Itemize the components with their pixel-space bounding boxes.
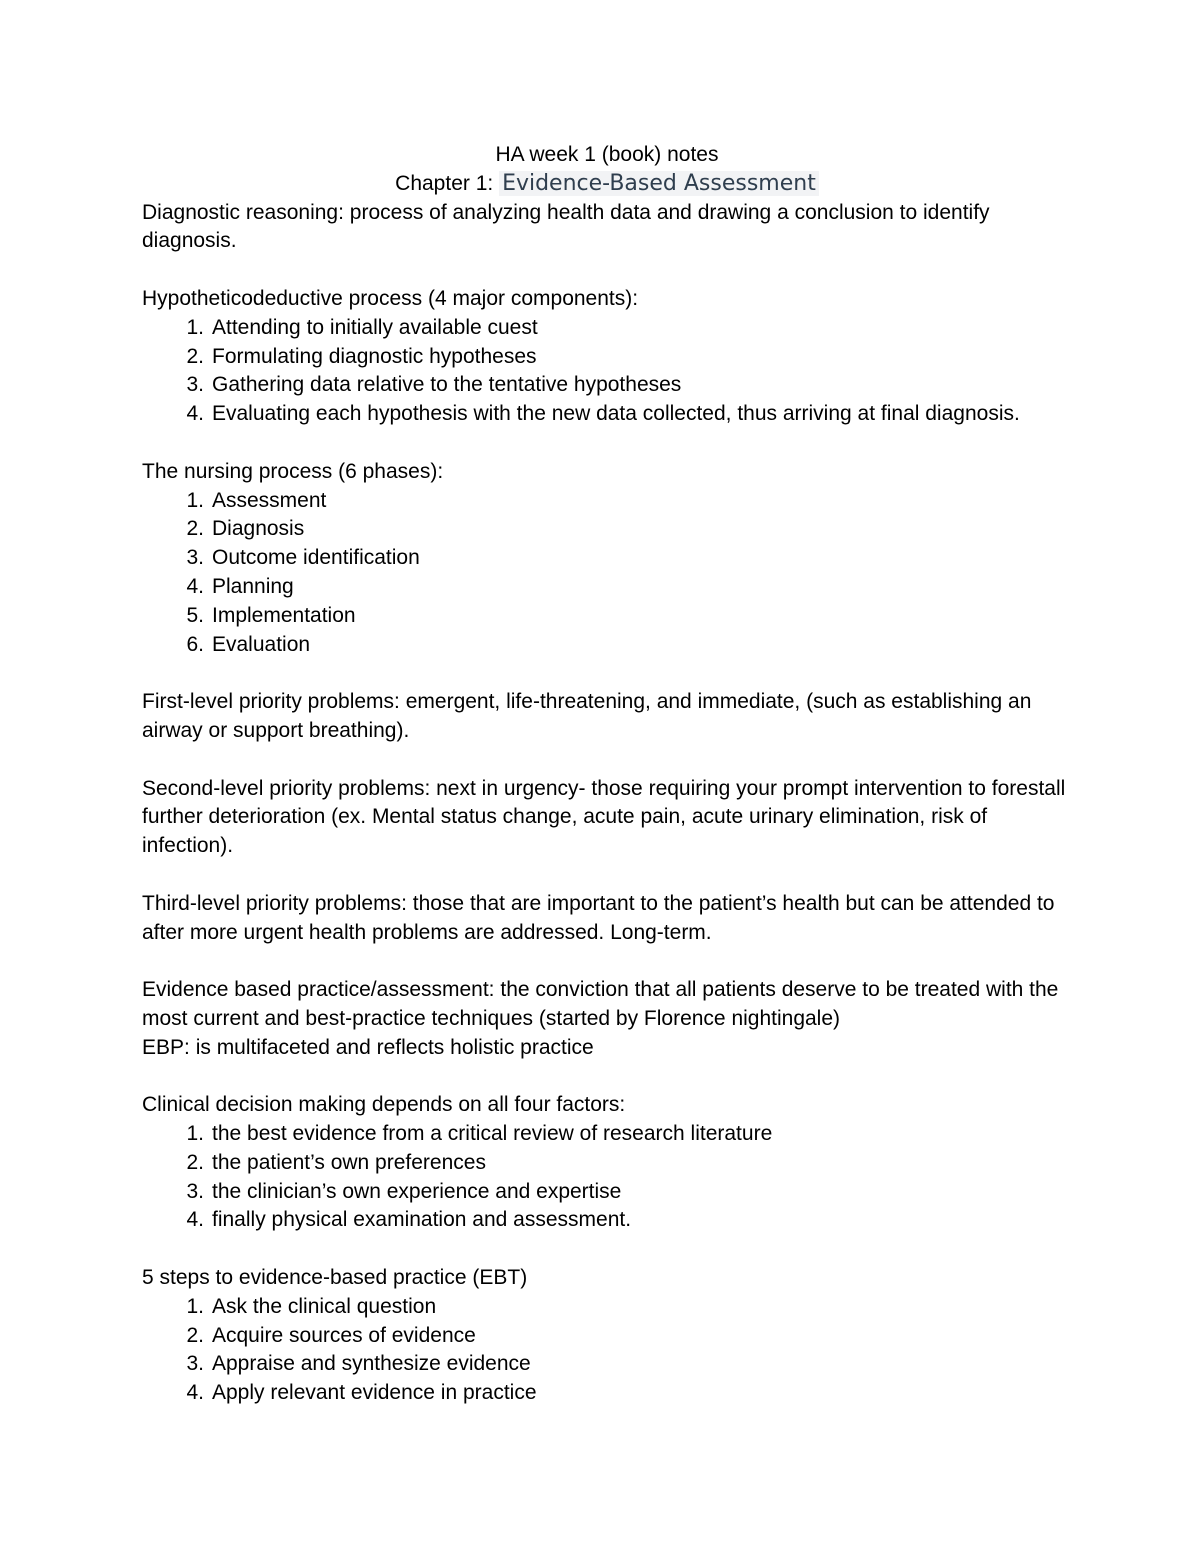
list-item-text: Planning (212, 574, 294, 598)
list-item (142, 1178, 1072, 1207)
list-item-text: Outcome identification (212, 546, 420, 570)
list-item (142, 1149, 1072, 1178)
chapter-name: Evidence-Based Assessment (499, 171, 819, 196)
list-number: 2. (186, 1150, 204, 1174)
list-number: 6. (186, 632, 204, 656)
list-number: 1. (186, 488, 204, 512)
list-item-text: Assessment (212, 488, 327, 512)
list-number: 4. (186, 1208, 204, 1232)
list-number: 2. (186, 344, 204, 368)
nursing-process-list (142, 487, 1072, 660)
list-item (142, 1379, 1072, 1408)
list-item (142, 544, 1072, 573)
ebp-definition-paragraph: Evidence based practice/assessment: the conviction that all patients deserve to be treated with the most current and best-practice techniques (started by Florence nightingale) (142, 978, 1059, 1030)
ebp-steps-heading: 5 steps to evidence-based practice (EBT) (142, 1266, 528, 1290)
list-item-text: Acquire sources of evidence (212, 1323, 476, 1347)
list-item (142, 1322, 1072, 1351)
list-item-text: Formulating diagnostic hypotheses (212, 344, 537, 368)
list-number: 4. (186, 402, 204, 426)
list-item (142, 314, 1072, 343)
clinical-decision-heading: Clinical decision making depends on all four factors: (142, 1093, 626, 1117)
chapter-prefix: Chapter 1: (395, 171, 494, 195)
list-item-text: Apply relevant evidence in practice (212, 1381, 537, 1405)
diagnostic-reasoning-paragraph: Diagnostic reasoning: process of analyzing health data and drawing a conclusion to identify diagnosis. (142, 200, 990, 253)
list-number: 1. (186, 1122, 204, 1146)
list-item-text: Diagnosis (212, 517, 305, 541)
list-number: 3. (186, 546, 204, 570)
list-item-text: the best evidence from a critical review of research literature (212, 1122, 773, 1146)
list-number: 3. (186, 373, 204, 397)
second-level-paragraph: Second-level priority problems: next in urgency- those requiring your prompt intervention to forestall further deterioration (ex. Mental status change, acute pain, acute urinary elimination, risk of infection). (142, 776, 1066, 858)
list-item-text: Appraise and synthesize evidence (212, 1352, 531, 1376)
list-item (142, 1206, 1072, 1235)
document-body (142, 141, 1072, 1408)
list-item-text: Ask the clinical question (212, 1294, 437, 1318)
hypothetico-heading: Hypotheticodeductive process (4 major components): (142, 286, 639, 310)
list-item (142, 1120, 1072, 1149)
list-number: 5. (186, 603, 204, 627)
list-number: 2. (186, 1323, 204, 1347)
list-item-text: Gathering data relative to the tentative hypotheses (212, 373, 682, 397)
nursing-process-heading: The nursing process (6 phases): (142, 459, 444, 483)
list-item-text: Implementation (212, 603, 356, 627)
ebp-steps-list (142, 1293, 1072, 1408)
list-number: 4. (186, 574, 204, 598)
document-title: HA week 1 (book) notes (495, 143, 719, 166)
list-item (142, 371, 1072, 400)
list-item (142, 602, 1072, 631)
list-number: 2. (186, 517, 204, 541)
list-item (142, 1293, 1072, 1322)
list-item (142, 515, 1072, 544)
list-item-text: Attending to initially available cuest (212, 315, 538, 339)
hypothetico-list (142, 314, 1072, 429)
list-item (142, 487, 1072, 516)
list-item (142, 1350, 1072, 1379)
list-item (142, 573, 1072, 602)
list-item-text: the clinician’s own experience and expertise (212, 1179, 622, 1203)
third-level-paragraph: Third-level priority problems: those that are important to the patient’s health but can be attended to after more urgent health problems are addressed. Long-term. (142, 891, 1055, 944)
list-number: 3. (186, 1179, 204, 1203)
list-item (142, 343, 1072, 372)
clinical-decision-list (142, 1120, 1072, 1235)
list-number: 4. (186, 1381, 204, 1405)
first-level-paragraph: First-level priority problems: emergent, life-threatening, and immediate, (such as establishing an airway or support breathing). (142, 690, 1032, 742)
list-item-text: the patient’s own preferences (212, 1150, 486, 1174)
ebp-note-paragraph: EBP: is multifaceted and reflects holistic practice (142, 1035, 594, 1059)
chapter-heading (142, 170, 1072, 199)
list-item (142, 400, 1072, 429)
list-item (142, 631, 1072, 660)
list-item-text: Evaluating each hypothesis with the new data collected, thus arriving at final diagnosis. (212, 402, 1020, 426)
list-number: 3. (186, 1352, 204, 1376)
list-number: 1. (186, 315, 204, 339)
list-number: 1. (186, 1294, 204, 1318)
list-item-text: finally physical examination and assessment. (212, 1208, 632, 1232)
list-item-text: Evaluation (212, 632, 311, 656)
